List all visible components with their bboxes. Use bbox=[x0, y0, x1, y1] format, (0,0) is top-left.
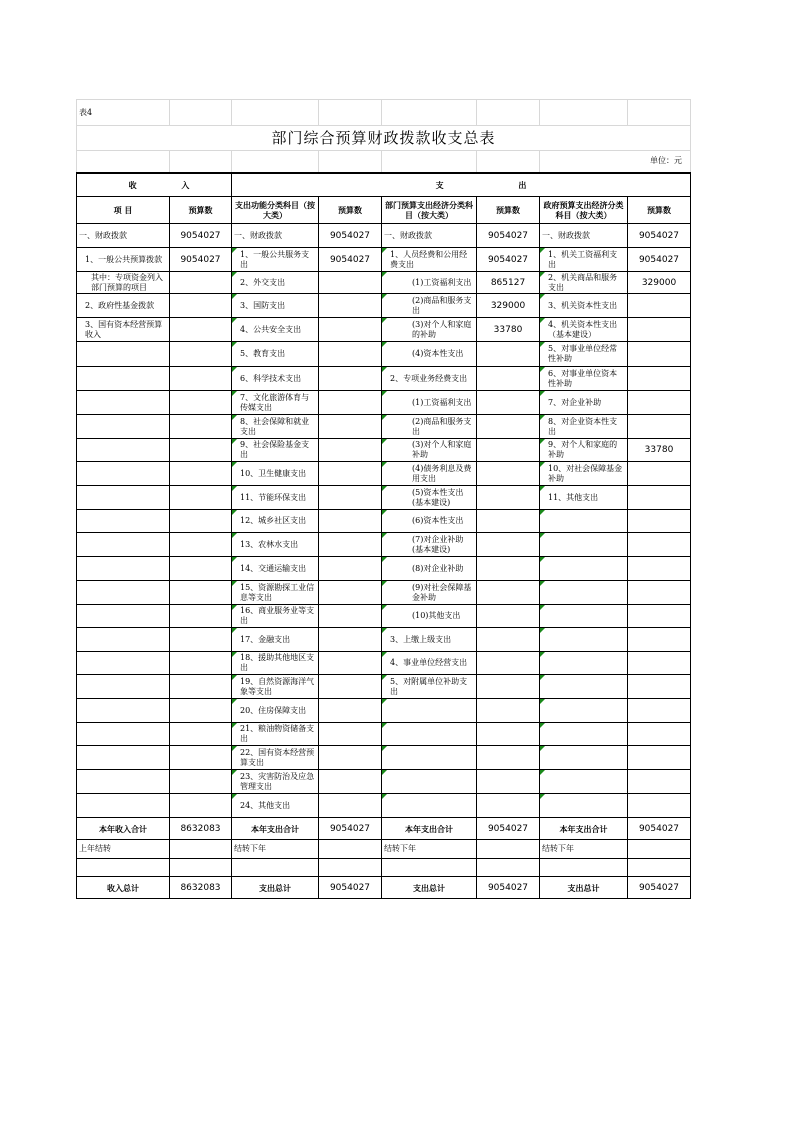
cell-a bbox=[77, 581, 170, 605]
cell-h: 9054027 bbox=[628, 877, 691, 899]
cell-h bbox=[628, 415, 691, 439]
cell-b bbox=[170, 486, 232, 510]
table-row bbox=[77, 439, 691, 462]
cell-b: 9054027 bbox=[170, 248, 232, 272]
cell-c: 6、科学技术支出 bbox=[232, 367, 319, 391]
cell-f bbox=[477, 342, 540, 367]
col-header-item: 项 目 bbox=[77, 197, 170, 224]
cell-c: 2、外交支出 bbox=[232, 272, 319, 294]
cell-f bbox=[477, 675, 540, 699]
cell-f bbox=[477, 439, 540, 462]
cell-b bbox=[170, 510, 232, 533]
cell-b bbox=[170, 605, 232, 628]
table-row bbox=[77, 628, 691, 652]
cell-c: 20、住房保障支出 bbox=[232, 699, 319, 723]
budget-table bbox=[76, 99, 691, 899]
cell-e: (1)工资福利支出 bbox=[382, 391, 477, 415]
cell-c: 结转下年 bbox=[232, 840, 319, 859]
table-row bbox=[77, 581, 691, 605]
cell-d bbox=[319, 840, 382, 859]
cell-d bbox=[319, 652, 382, 675]
cell-h bbox=[628, 794, 691, 818]
cell-c: 9、社会保险基金支出 bbox=[232, 439, 319, 462]
cell-d bbox=[319, 628, 382, 652]
cell-f bbox=[477, 533, 540, 557]
cell-a bbox=[77, 794, 170, 818]
cell-c: 7、文化旅游体育与传媒支出 bbox=[232, 391, 319, 415]
cell-d bbox=[319, 486, 382, 510]
cell-g: 6、对事业单位资本性补助 bbox=[540, 367, 628, 391]
cell-c: 8、社会保障和就业支出 bbox=[232, 415, 319, 439]
cell-f bbox=[477, 367, 540, 391]
cell-f: 329000 bbox=[477, 294, 540, 318]
cell-d: 9054027 bbox=[319, 248, 382, 272]
cell-c: 3、国防支出 bbox=[232, 294, 319, 318]
cell-e: 4、事业单位经营支出 bbox=[382, 652, 477, 675]
cell-a: 收入总计 bbox=[77, 877, 170, 899]
cell-b bbox=[170, 318, 232, 342]
cell-c: 19、自然资源海洋气象等支出 bbox=[232, 675, 319, 699]
cell-a bbox=[77, 699, 170, 723]
cell-h: 33780 bbox=[628, 439, 691, 462]
cell-b bbox=[170, 770, 232, 794]
cell-e: (5)资本性支出(基本建设) bbox=[382, 486, 477, 510]
cell-a bbox=[77, 510, 170, 533]
cell-b bbox=[170, 533, 232, 557]
cell-d bbox=[319, 605, 382, 628]
cell-f bbox=[477, 415, 540, 439]
table-row bbox=[77, 462, 691, 486]
cell-e: (7)对企业补助(基本建设) bbox=[382, 533, 477, 557]
cell-a bbox=[77, 746, 170, 770]
cell-a bbox=[77, 415, 170, 439]
table-row bbox=[77, 605, 691, 628]
table-row bbox=[77, 746, 691, 770]
cell-b bbox=[170, 342, 232, 367]
cell-a bbox=[77, 367, 170, 391]
cell-h: 9054027 bbox=[628, 248, 691, 272]
cell-e: (6)资本性支出 bbox=[382, 510, 477, 533]
cell-c: 10、卫生健康支出 bbox=[232, 462, 319, 486]
table-row bbox=[77, 272, 691, 294]
cell-g: 支出总计 bbox=[540, 877, 628, 899]
cell-f bbox=[477, 746, 540, 770]
cell-e: 一、财政拨款 bbox=[382, 224, 477, 248]
cell-a: 一、财政拨款 bbox=[77, 224, 170, 248]
col-header-budget: 预算数 bbox=[628, 197, 691, 224]
cell-d bbox=[319, 746, 382, 770]
cell-d bbox=[319, 510, 382, 533]
cell-c: 23、灾害防治及应急管理支出 bbox=[232, 770, 319, 794]
cell-f: 865127 bbox=[477, 272, 540, 294]
cell-f bbox=[477, 628, 540, 652]
cell-f: 9054027 bbox=[477, 818, 540, 840]
cell-h bbox=[628, 367, 691, 391]
cell-b bbox=[170, 391, 232, 415]
table-row bbox=[77, 248, 691, 272]
col-header-func-class: 支出功能分类科目（按大类） bbox=[232, 197, 319, 224]
cell-h bbox=[628, 699, 691, 723]
table-row bbox=[77, 342, 691, 367]
spacer-row bbox=[77, 859, 691, 877]
carry-row bbox=[77, 840, 691, 859]
cell-f: 33780 bbox=[477, 318, 540, 342]
cell-a: 1、一般公共预算拨款 bbox=[77, 248, 170, 272]
table-row bbox=[77, 486, 691, 510]
cell-a bbox=[77, 439, 170, 462]
cell-c: 24、其他支出 bbox=[232, 794, 319, 818]
cell-a bbox=[77, 533, 170, 557]
cell-c: 15、资源勘探工业信息等支出 bbox=[232, 581, 319, 605]
cell-h bbox=[628, 770, 691, 794]
table-row bbox=[77, 318, 691, 342]
cell-d bbox=[319, 770, 382, 794]
cell-h bbox=[628, 605, 691, 628]
cell-b bbox=[170, 794, 232, 818]
table-row bbox=[77, 794, 691, 818]
cell-h bbox=[628, 557, 691, 581]
cell-d bbox=[319, 391, 382, 415]
cell-f bbox=[477, 462, 540, 486]
cell-h bbox=[628, 581, 691, 605]
cell-a bbox=[77, 391, 170, 415]
cell-f bbox=[477, 605, 540, 628]
cell-f bbox=[477, 486, 540, 510]
cell-e: (9)对社会保障基金补助 bbox=[382, 581, 477, 605]
cell-d bbox=[319, 462, 382, 486]
cell-h bbox=[628, 462, 691, 486]
cell-h bbox=[628, 628, 691, 652]
cell-g bbox=[540, 723, 628, 746]
cell-h bbox=[628, 652, 691, 675]
cell-e: (4)债务利息及费用支出 bbox=[382, 462, 477, 486]
cell-f bbox=[477, 794, 540, 818]
cell-g bbox=[540, 581, 628, 605]
cell-a: 本年收入合计 bbox=[77, 818, 170, 840]
cell-d: 9054027 bbox=[319, 224, 382, 248]
cell-g: 2、机关商品和服务支出 bbox=[540, 272, 628, 294]
table-row bbox=[77, 294, 691, 318]
cell-a bbox=[77, 486, 170, 510]
table-row bbox=[77, 415, 691, 439]
cell-h: 329000 bbox=[628, 272, 691, 294]
cell-b bbox=[170, 652, 232, 675]
cell-g: 8、对企业资本性支出 bbox=[540, 415, 628, 439]
cell-f bbox=[477, 510, 540, 533]
cell-c: 1、一般公共服务支出 bbox=[232, 248, 319, 272]
cell-g bbox=[540, 605, 628, 628]
cell-c: 17、金融支出 bbox=[232, 628, 319, 652]
cell-a bbox=[77, 723, 170, 746]
cell-e bbox=[382, 770, 477, 794]
cell-a bbox=[77, 462, 170, 486]
cell-h bbox=[628, 840, 691, 859]
cell-b bbox=[170, 628, 232, 652]
cell-b bbox=[170, 367, 232, 391]
cell-d bbox=[319, 794, 382, 818]
cell-f bbox=[477, 652, 540, 675]
cell-d bbox=[319, 581, 382, 605]
cell-g bbox=[540, 746, 628, 770]
cell-e: 结转下年 bbox=[382, 840, 477, 859]
table-row bbox=[77, 652, 691, 675]
cell-e: 5、对附属单位补助支出 bbox=[382, 675, 477, 699]
cell-b bbox=[170, 462, 232, 486]
cell-f: 9054027 bbox=[477, 877, 540, 899]
cell-b bbox=[170, 272, 232, 294]
cell-a: 3、国有资本经营预算收入 bbox=[77, 318, 170, 342]
budget-sheet bbox=[76, 99, 690, 899]
cell-b bbox=[170, 746, 232, 770]
cell-g: 10、对社会保障基金补助 bbox=[540, 462, 628, 486]
cell-h bbox=[628, 723, 691, 746]
cell-d bbox=[319, 318, 382, 342]
cell-b bbox=[170, 699, 232, 723]
cell-a bbox=[77, 557, 170, 581]
cell-e: (3)对个人和家庭补助 bbox=[382, 439, 477, 462]
cell-c: 11、节能环保支出 bbox=[232, 486, 319, 510]
cell-g bbox=[540, 628, 628, 652]
cell-c: 本年支出合计 bbox=[232, 818, 319, 840]
cell-c: 18、援助其他地区支出 bbox=[232, 652, 319, 675]
cell-b bbox=[170, 294, 232, 318]
cell-d bbox=[319, 367, 382, 391]
cell-e: 3、上缴上级支出 bbox=[382, 628, 477, 652]
cell-d: 9054027 bbox=[319, 877, 382, 899]
table-row bbox=[77, 367, 691, 391]
cell-c: 22、国有资本经营预算支出 bbox=[232, 746, 319, 770]
cell-c: 一、财政拨款 bbox=[232, 224, 319, 248]
cell-d bbox=[319, 439, 382, 462]
table-row bbox=[77, 675, 691, 699]
cell-a bbox=[77, 652, 170, 675]
cell-f bbox=[477, 391, 540, 415]
cell-e: 本年支出合计 bbox=[382, 818, 477, 840]
cell-h bbox=[628, 342, 691, 367]
cell-b bbox=[170, 557, 232, 581]
cell-h bbox=[628, 486, 691, 510]
cell-d: 9054027 bbox=[319, 818, 382, 840]
cell-g: 1、机关工资福利支出 bbox=[540, 248, 628, 272]
cell-h bbox=[628, 391, 691, 415]
cell-d bbox=[319, 342, 382, 367]
table-row bbox=[77, 510, 691, 533]
cell-h bbox=[628, 318, 691, 342]
cell-a bbox=[77, 628, 170, 652]
cell-d bbox=[319, 675, 382, 699]
cell-b bbox=[170, 723, 232, 746]
cell-e bbox=[382, 699, 477, 723]
cell-f bbox=[477, 581, 540, 605]
table-row bbox=[77, 699, 691, 723]
cell-b bbox=[170, 675, 232, 699]
cell-e: 1、人员经费和公用经费支出 bbox=[382, 248, 477, 272]
cell-g bbox=[540, 533, 628, 557]
cell-b bbox=[170, 439, 232, 462]
table-row bbox=[77, 723, 691, 746]
cell-g bbox=[540, 652, 628, 675]
cell-g: 5、对事业单位经常性补助 bbox=[540, 342, 628, 367]
cell-b bbox=[170, 581, 232, 605]
cell-a: 上年结转 bbox=[77, 840, 170, 859]
cell-h: 9054027 bbox=[628, 818, 691, 840]
cell-h bbox=[628, 675, 691, 699]
cell-c: 16、商业服务业等支出 bbox=[232, 605, 319, 628]
cell-c: 支出总计 bbox=[232, 877, 319, 899]
cell-g bbox=[540, 770, 628, 794]
cell-g bbox=[540, 675, 628, 699]
cell-g bbox=[540, 794, 628, 818]
cell-b bbox=[170, 415, 232, 439]
cell-d bbox=[319, 557, 382, 581]
col-header-budget: 预算数 bbox=[477, 197, 540, 224]
col-header-gov-econ: 政府预算支出经济分类科目（按大类） bbox=[540, 197, 628, 224]
sheet-label: 表4 bbox=[77, 100, 170, 126]
cell-f bbox=[477, 770, 540, 794]
table-row bbox=[77, 224, 691, 248]
cell-g: 9、对个人和家庭的补助 bbox=[540, 439, 628, 462]
table-row bbox=[77, 770, 691, 794]
cell-e: (2)商品和服务支出 bbox=[382, 415, 477, 439]
cell-d bbox=[319, 272, 382, 294]
cell-g: 结转下年 bbox=[540, 840, 628, 859]
cell-e bbox=[382, 746, 477, 770]
col-header-budget: 预算数 bbox=[170, 197, 232, 224]
cell-f: 9054027 bbox=[477, 224, 540, 248]
cell-f bbox=[477, 699, 540, 723]
cell-c: 13、农林水支出 bbox=[232, 533, 319, 557]
cell-e: (2)商品和服务支出 bbox=[382, 294, 477, 318]
cell-h: 9054027 bbox=[628, 224, 691, 248]
cell-b: 9054027 bbox=[170, 224, 232, 248]
col-header-budget: 预算数 bbox=[319, 197, 382, 224]
cell-e: (3)对个人和家庭的补助 bbox=[382, 318, 477, 342]
cell-c: 12、城乡社区支出 bbox=[232, 510, 319, 533]
income-header: 收 入 bbox=[77, 173, 232, 197]
cell-g bbox=[540, 699, 628, 723]
cell-h bbox=[628, 746, 691, 770]
cell-a: 2、政府性基金拨款 bbox=[77, 294, 170, 318]
cell-e bbox=[382, 794, 477, 818]
cell-c: 14、交通运输支出 bbox=[232, 557, 319, 581]
cell-a bbox=[77, 342, 170, 367]
cell-f bbox=[477, 557, 540, 581]
cell-d bbox=[319, 533, 382, 557]
cell-d bbox=[319, 699, 382, 723]
col-header-dept-econ: 部门预算支出经济分类科目（按大类） bbox=[382, 197, 477, 224]
cell-e: (8)对企业补助 bbox=[382, 557, 477, 581]
cell-e: (10)其他支出 bbox=[382, 605, 477, 628]
cell-e: (4)资本性支出 bbox=[382, 342, 477, 367]
cell-b: 8632083 bbox=[170, 877, 232, 899]
table-row bbox=[77, 557, 691, 581]
page-title: 部门综合预算财政拨款收支总表 bbox=[77, 126, 691, 151]
cell-a bbox=[77, 675, 170, 699]
cell-h bbox=[628, 510, 691, 533]
cell-g: 一、财政拨款 bbox=[540, 224, 628, 248]
cell-e: 2、专项业务经费支出 bbox=[382, 367, 477, 391]
cell-e: (1)工资福利支出 bbox=[382, 272, 477, 294]
cell-h bbox=[628, 533, 691, 557]
cell-d bbox=[319, 723, 382, 746]
cell-h bbox=[628, 294, 691, 318]
cell-d bbox=[319, 294, 382, 318]
totals-year-row bbox=[77, 818, 691, 840]
unit-label: 单位：元 bbox=[540, 151, 691, 173]
cell-b: 8632083 bbox=[170, 818, 232, 840]
cell-f: 9054027 bbox=[477, 248, 540, 272]
cell-c: 21、粮油物资储备支出 bbox=[232, 723, 319, 746]
cell-a bbox=[77, 770, 170, 794]
cell-g: 4、机关资本性支出（基本建设） bbox=[540, 318, 628, 342]
cell-g bbox=[540, 557, 628, 581]
table-row bbox=[77, 533, 691, 557]
cell-b bbox=[170, 840, 232, 859]
expense-header: 支 出 bbox=[232, 173, 691, 197]
totals-all-row bbox=[77, 877, 691, 899]
cell-g: 本年支出合计 bbox=[540, 818, 628, 840]
cell-g bbox=[540, 510, 628, 533]
cell-c: 4、公共安全支出 bbox=[232, 318, 319, 342]
cell-d bbox=[319, 415, 382, 439]
table-row bbox=[77, 391, 691, 415]
cell-f bbox=[477, 840, 540, 859]
cell-a bbox=[77, 605, 170, 628]
cell-a: 其中：专项资金列入部门预算的项目 bbox=[77, 272, 170, 294]
cell-g: 3、机关资本性支出 bbox=[540, 294, 628, 318]
cell-g: 7、对企业补助 bbox=[540, 391, 628, 415]
cell-c: 5、教育支出 bbox=[232, 342, 319, 367]
cell-g: 11、其他支出 bbox=[540, 486, 628, 510]
cell-e: 支出总计 bbox=[382, 877, 477, 899]
cell-f bbox=[477, 723, 540, 746]
cell-e bbox=[382, 723, 477, 746]
